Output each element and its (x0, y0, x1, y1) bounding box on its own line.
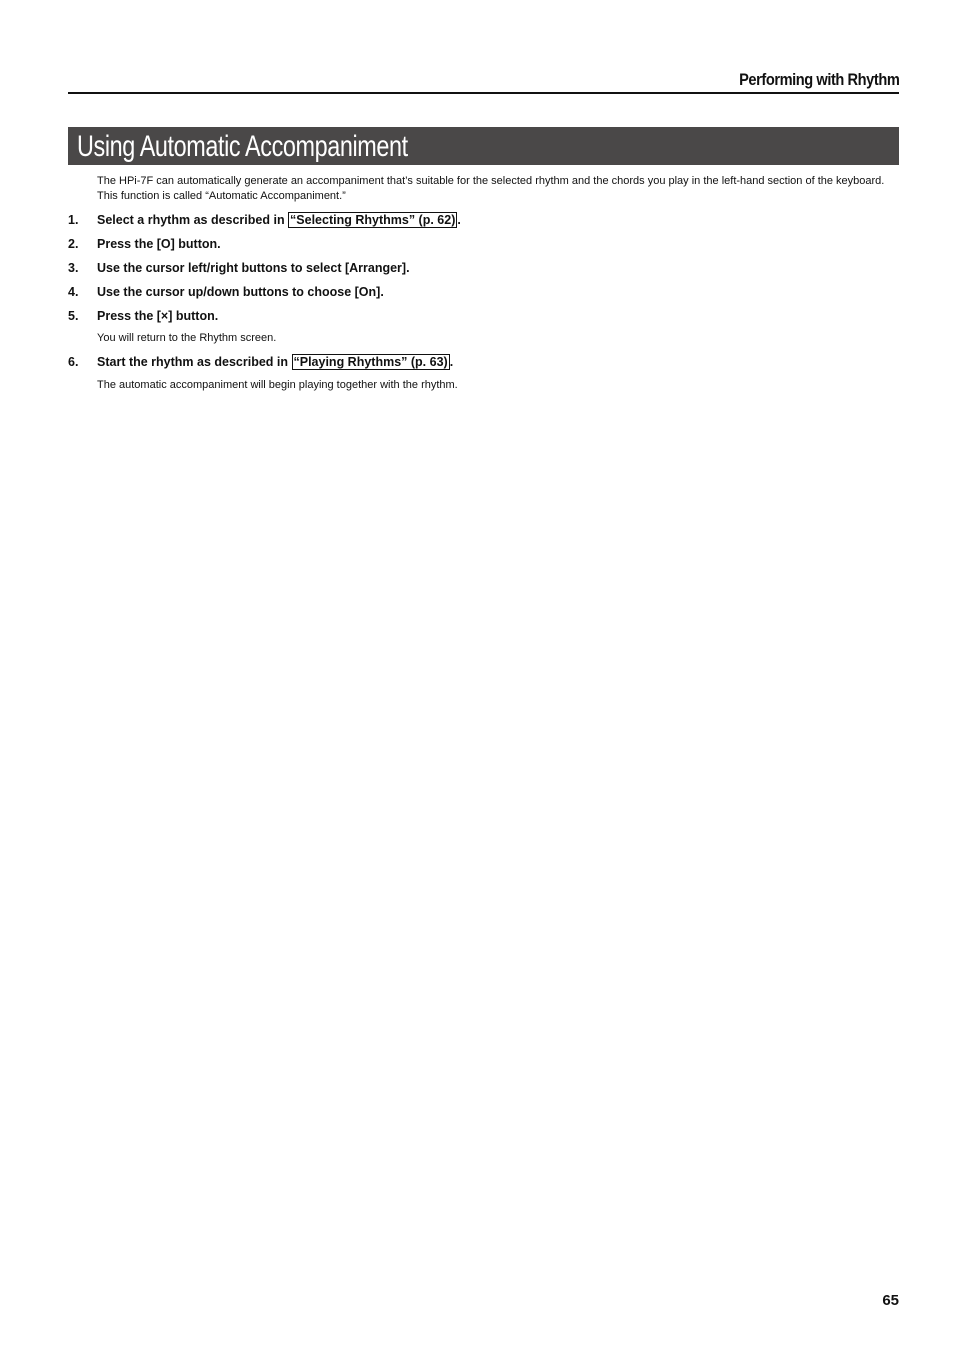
step-number: 4. (68, 285, 79, 299)
step-punctuation: . (449, 355, 454, 369)
step-number: 1. (68, 213, 79, 227)
section-heading-bar (68, 127, 899, 165)
step-number: 5. (68, 309, 79, 323)
page-number: 65 (882, 1292, 899, 1309)
step-number: 2. (68, 237, 79, 251)
step-punctuation: . (457, 213, 461, 227)
step-text: Press the [O] button. (97, 237, 221, 251)
header-rule (68, 92, 899, 94)
intro-paragraph: The HPi-7F can automatically generate an accompaniment that’s suitable for the selected rhythm and the chords you play in the left-hand section of the keyboard. This function is called “Automatic Accompaniment.” (97, 175, 885, 202)
cross-reference-link[interactable]: “Playing Rhythms” (p. 63) (293, 355, 448, 369)
step-5-note: You will return to the Rhythm screen. (97, 332, 277, 344)
step-number: 6. (68, 355, 79, 369)
step-number: 3. (68, 261, 79, 275)
running-header-title: Performing with Rhythm (738, 70, 899, 89)
step-text: Start the rhythm as described in (97, 355, 292, 369)
step-6-note: The automatic accompaniment will begin playing together with the rhythm. (97, 379, 458, 391)
step-text: Press the [×] button. (97, 309, 219, 323)
section-title: Using Automatic Accompaniment (77, 130, 408, 163)
step-text: Use the cursor left/right buttons to select [Arranger]. (97, 261, 410, 275)
cross-reference-link[interactable]: “Selecting Rhythms” (p. 62) (290, 213, 456, 227)
step-text: Select a rhythm as described in (97, 213, 289, 227)
step-text: Use the cursor up/down buttons to choose [On]. (97, 285, 384, 299)
